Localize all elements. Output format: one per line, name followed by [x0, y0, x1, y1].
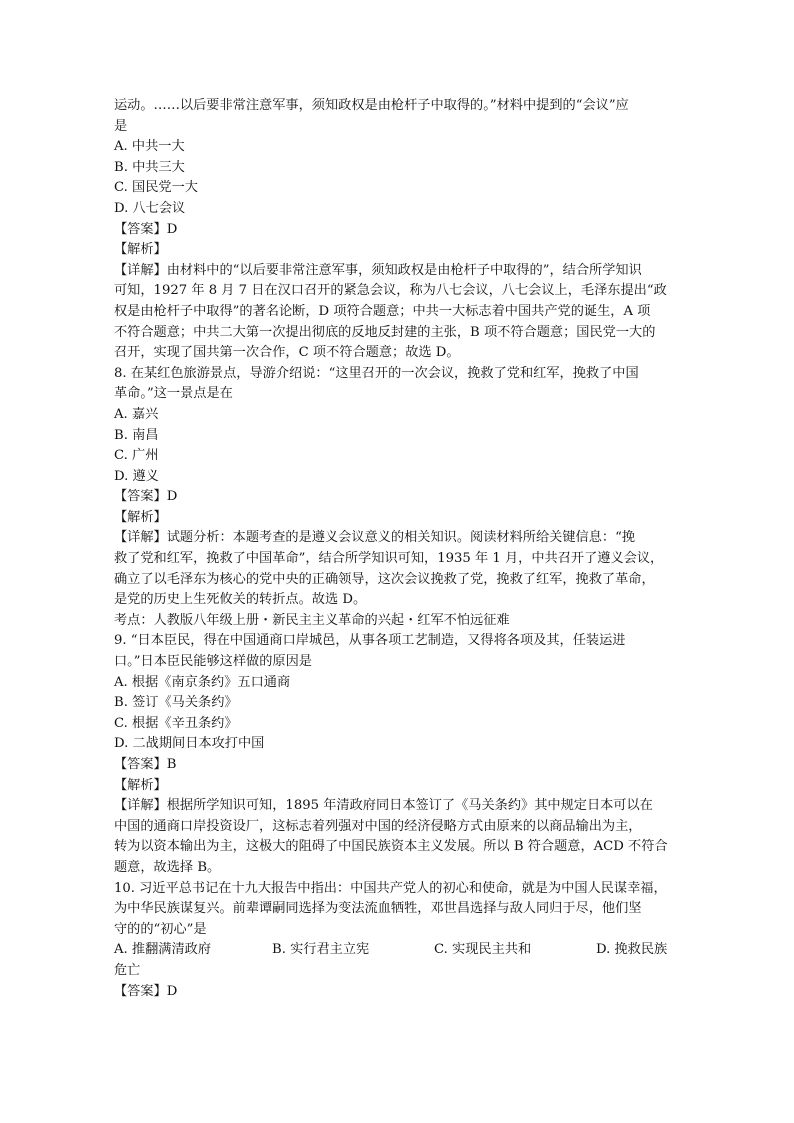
- text-line: 是党的历史上生死攸关的转折点。故选 D。: [114, 592, 367, 608]
- text-line: 【解析】: [114, 509, 167, 525]
- text-line: 运动。……以后要非常注意军事，须知政权是由枪杆子中取得的。”材料中提到的“会议”应: [114, 98, 629, 113]
- text-line: D. 二战期间日本攻打中国: [114, 736, 265, 752]
- q10-answer-block: [114, 961, 682, 1002]
- q10-option-c: C. 实现民主共和: [434, 942, 532, 958]
- text-line: 题意，故选择 B。: [114, 859, 221, 875]
- text-line: A. 嘉兴: [114, 406, 159, 422]
- text-line: 守的的“初心”是: [114, 921, 207, 937]
- text-line: 不符合题意；中共二大第一次提出彻底的反地反封建的主张，B 项不符合题意；国民党一大的: [114, 324, 656, 340]
- text-line: 8. 在某红色旅游景点，导游介绍说：“这里召开的一次会议，挽救了党和红军，挽救了中国: [114, 365, 639, 381]
- q10-option-a: A. 推翻满清政府: [114, 942, 212, 958]
- text-line: 革命。”这一景点是在: [114, 386, 233, 402]
- text-line: 可知，1927 年 8 月 7 日在汉口召开的紧急会议，称为八七会议，八七会议上，毛泽东提出“政: [114, 283, 667, 299]
- text-line: 【答案】B: [114, 757, 177, 772]
- text-line: 【解析】: [114, 242, 167, 258]
- text-line: D. 遵义: [114, 468, 159, 484]
- q10-option-b: B. 实行君主立宪: [272, 942, 370, 958]
- text-line: 转为以资本输出为主，这极大的阻碍了中国民族资本主义发展。所以 B 符合题意，ACD 不符合: [114, 839, 668, 855]
- text-line: 是: [114, 118, 128, 134]
- text-line: 危亡: [114, 962, 141, 978]
- text-line: B. 签订《马关条约》: [114, 695, 238, 711]
- text-line: C. 国民党一大: [114, 180, 198, 196]
- text-line: 【详解】根据所学知识可知，1895 年清政府同日本签订了《马关条约》其中规定日本可以在: [114, 798, 653, 814]
- text-line: 救了党和红军，挽救了中国革命”，结合所学知识可知，1935 年 1 月，中共召开了遵义会议，: [114, 551, 664, 567]
- text-line: 【详解】试题分析：本题考查的是遵义会议意义的相关知识。阅读材料所给关键信息：“挽: [114, 530, 636, 546]
- q10-option-d: D. 挽救民族: [596, 942, 668, 958]
- text-line: 【答案】D: [114, 489, 178, 505]
- text-line: D. 八七会议: [114, 200, 186, 216]
- text-line: B. 南昌: [114, 427, 159, 443]
- text-line: 【解析】: [114, 777, 167, 793]
- text-line: 确立了以毛泽东为核心的党中央的正确领导，这次会议挽救了党，挽救了红军，挽救了革命，: [114, 571, 655, 587]
- text-line: 【详解】由材料中的“以后要非常注意军事，须知政权是由枪杆子中取得的”，结合所学知识: [114, 262, 642, 278]
- text-line: 权是由枪杆子中取得”的著名论断，D 项符合题意；中共一大标志着中国共产党的诞生，A 项: [114, 303, 651, 319]
- document-page: [114, 96, 682, 1002]
- text-line: 中国的通商口岸投资设厂，这标志着列强对中国的经济侵略方式由原来的以商品输出为主，: [114, 818, 642, 834]
- text-line: C. 根据《辛丑条约》: [114, 715, 238, 731]
- q10-options-row: [114, 940, 682, 961]
- text-line: 【答案】D: [114, 221, 178, 237]
- text-line: 9. “日本臣民，得在中国通商口岸城邑，从事各项工艺制造，又得将各项及其，任装运进: [114, 633, 626, 649]
- question-text-block: [114, 96, 682, 940]
- text-line: B. 中共三大: [114, 159, 185, 175]
- text-line: 【答案】D: [114, 983, 178, 999]
- text-line: 口。”日本臣民能够这样做的原因是: [114, 654, 312, 670]
- text-line: C. 广州: [114, 448, 159, 464]
- text-line: 为中华民族谋复兴。前辈谭嗣同选择为变法流血牺牲，邓世昌选择与敌人同归于尽，他们坚: [114, 901, 642, 917]
- text-line: A. 根据《南京条约》五口通商: [114, 674, 291, 690]
- text-line: 考点：人教版八年级上册・新民主主义革命的兴起・红军不怕远征难: [114, 612, 510, 628]
- text-line: 10. 习近平总书记在十九大报告中指出：中国共产党人的初心和使命，就是为中国人民谋幸福，: [114, 880, 667, 896]
- text-line: 召开，实现了国共第一次合作，C 项不符合题意；故选 D。: [114, 345, 460, 361]
- text-line: A. 中共一大: [114, 139, 185, 155]
